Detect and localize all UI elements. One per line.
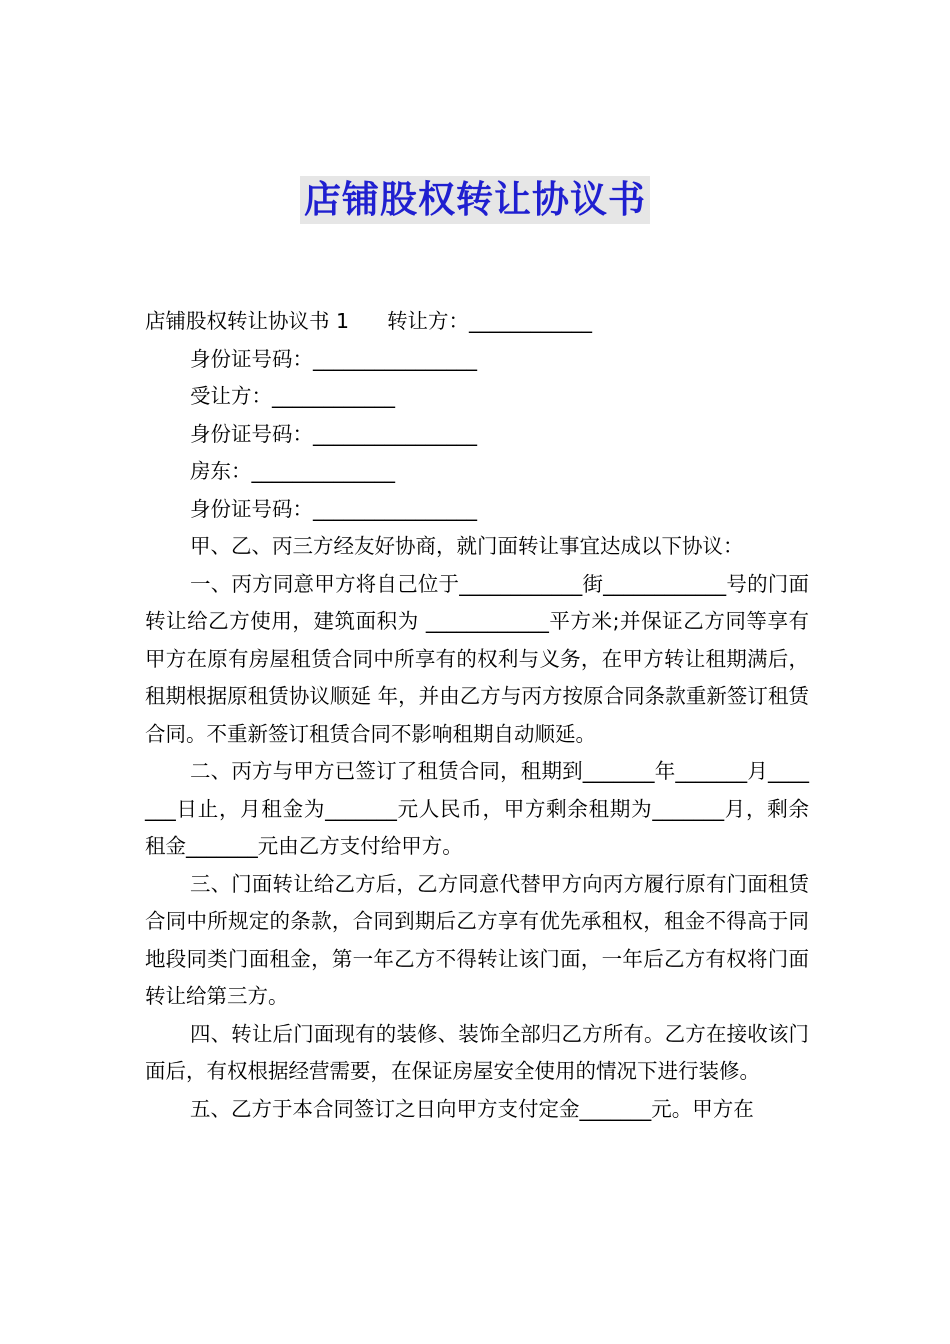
header-line xyxy=(145,303,809,341)
field-landlord-id: 身份证号码：________________ xyxy=(190,496,477,521)
transferor-field: 转让方：____________ xyxy=(387,309,593,333)
clause-3: 三、门面转让给乙方后，乙方同意代替甲方向丙方履行原有门面租赁合同中所规定的条款，合同到期后乙方享有优先承租权，租金不得高于同地段同类门面租金，第一年乙方不得转让该门面，一年后乙方有权将门面转让给第三方。 xyxy=(145,871,809,1008)
intro-paragraph: 甲、乙、丙三方经友好协商，就门面转让事宜达成以下协议： xyxy=(190,534,744,558)
field-transferor-id: 身份证号码：________________ xyxy=(190,346,477,371)
clause-5: 五、乙方于本合同签订之日向甲方支付定金_______元。甲方在 xyxy=(190,1096,754,1121)
field-transferee: 受让方：____________ xyxy=(190,384,395,408)
field-landlord: 房东：______________ xyxy=(190,459,395,483)
clause-1: 一、丙方同意甲方将自己位于____________街____________号的门面转让给乙方使用，建筑面积为 ____________平方米;并保证乙方同等享有甲方在原有房屋租赁合同中所享有的权利与义务，在甲方转让租期满后，租期根据原租赁协议顺延 年，并由乙方与丙方按原合同条款重新签订租赁合同。不重新签订租赁合同不影响租期自动顺延。 xyxy=(145,571,809,746)
clause-2: 二、丙方与甲方已签订了租赁合同，租期到_______年_______月_______日止，月租金为_______元人民币，甲方剩余租期为_______月，剩余租金_______元由乙方支付给甲方。 xyxy=(145,759,809,858)
title-wrap xyxy=(0,176,950,224)
clause-4: 四、转让后门面现有的装修、装饰全部归乙方所有。乙方在接收该门面后，有权根据经营需要，在保证房屋安全使用的情况下进行装修。 xyxy=(145,1021,809,1083)
field-transferee-id: 身份证号码：________________ xyxy=(190,421,477,446)
document-title: 店铺股权转让协议书 xyxy=(300,176,650,224)
heading-text: 店铺股权转让协议书 1 xyxy=(145,309,350,333)
document-body xyxy=(145,303,809,1128)
